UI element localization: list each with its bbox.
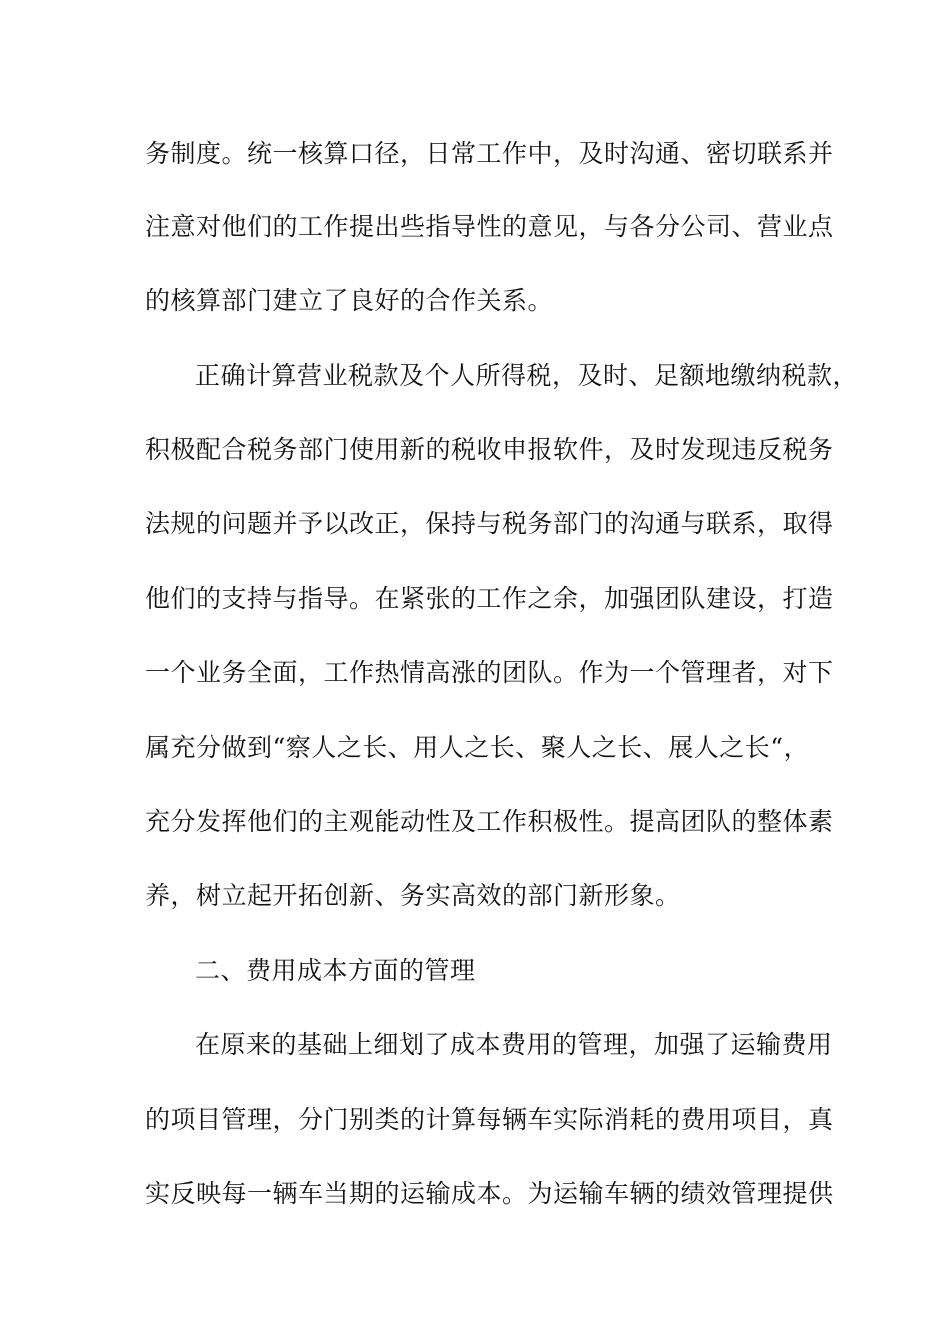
text-line: 正确计算营业税款及个人所得税，及时、足额地缴纳税款， <box>195 361 859 390</box>
text-line: 的核算部门建立了良好的合作关系。 <box>145 286 554 315</box>
text-line: 注意对他们的工作提出些指导性的意见，与各分公司、营业点 <box>145 212 834 241</box>
text-line: 充分发挥他们的主观能动性及工作积极性。提高团队的整体素 <box>145 807 834 836</box>
text-line: 属充分做到“察人之长、用人之长、聚人之长、展人之长“， <box>145 733 810 762</box>
text-line: 务制度。统一核算口径，日常工作中，及时沟通、密切联系并 <box>145 139 834 168</box>
text-line: 法规的问题并予以改正，保持与税务部门的沟通与联系，取得 <box>145 509 834 538</box>
section-heading: 二、费用成本方面的管理 <box>195 956 476 985</box>
text-line: 一个业务全面，工作热情高涨的团队。作为一个管理者，对下 <box>145 658 834 687</box>
text-line: 在原来的基础上细划了成本费用的管理，加强了运输费用 <box>195 1030 833 1059</box>
text-line: 的项目管理，分门别类的计算每辆车实际消耗的费用项目，真 <box>145 1105 834 1134</box>
text-line: 实反映每一辆车当期的运输成本。为运输车辆的绩效管理提供 <box>145 1179 834 1208</box>
text-line: 他们的支持与指导。在紧张的工作之余，加强团队建设，打造 <box>145 584 834 613</box>
text-line: 养，树立起开拓创新、务实高效的部门新形象。 <box>145 881 681 910</box>
text-line: 积极配合税务部门使用新的税收申报软件，及时发现违反税务 <box>145 435 834 464</box>
